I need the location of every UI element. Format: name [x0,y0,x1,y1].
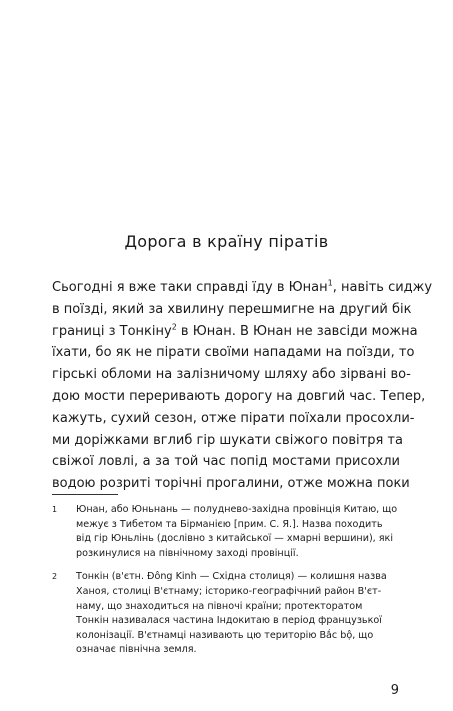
footnote-line: колонізації. В'єтнамці називають цю територію Bắc bộ, що [76,629,374,641]
paragraph-text: в Юнан. В Юнан не завсіди можна [176,323,418,339]
footnote-line: Юнан, або Юньнань — полудневo-західна провінція Китаю, що [76,504,398,515]
footnote-line: означає північна земля. [76,644,197,656]
paragraph-line: кажуть, сухий сезон, отже пірати поїхали просохли- [52,410,415,426]
paragraph-text: Сьогодні я вже таки справді їду в Юнан [52,280,328,295]
footnote-number: 1 [52,505,58,514]
footnote-line: наму, що знаходиться на півночі країни; протекторатом [76,600,363,612]
footnote-2 [52,570,400,658]
page-number: 9 [390,683,399,698]
paragraph-text: границі з Тонкіну [52,323,172,339]
footnote-line: розкинулися на північному заході провінції. [76,547,299,559]
footnote-line: Тонкін (в'єтн. Đông Kinh — Східна столиця) — колишня назва [76,571,387,583]
chapter-title: Дорога в країну піратів [124,232,329,251]
paragraph-text: , навіть сиджу [332,280,433,295]
footnote-line: межує з Тибетом та Бірманією [прим. С. Я.]. Назва походить [76,518,383,530]
paragraph-line: водою розриті торічні прогалини, отже можна поки [52,476,410,492]
footnote-divider [52,494,118,495]
paragraph-line: в поїзді, який за хвилину перешмигне на другий бік [52,301,412,317]
footnote-number: 2 [52,572,58,582]
paragraph-line: дою мости переривають дорогу на довгий час. Тепер, [52,388,426,404]
footnote-ref-1: 1 [327,278,333,288]
paragraph-line [52,321,418,343]
paragraph-line: гірські обломи на залізничому шляху або зірвані во- [52,367,411,383]
footnote-1 [52,503,400,561]
paragraph-line [52,277,433,299]
footnote-line: Тонкін називалася частина Індокитаю в період французької [76,615,382,627]
paragraph-line: ми доріжками вглиб гір шукати свіжого повітря та [52,432,403,448]
footnote-line: Ханоя, столиці В'єтнаму; історико-географічний район В'єт- [76,585,382,597]
footnote-line: від гір Юньлінь (дослівно з китайської — хмарні вершини), які [76,533,394,545]
body-paragraph [52,277,433,495]
footnotes [52,503,400,667]
paragraph-line: свіжої ловлі, а за той час попід мостами присохли [52,454,400,470]
paragraph-line: їхати, бо як не пірати своїми нападами на поїзди, то [52,345,415,361]
footnote-ref-2: 2 [171,322,177,332]
